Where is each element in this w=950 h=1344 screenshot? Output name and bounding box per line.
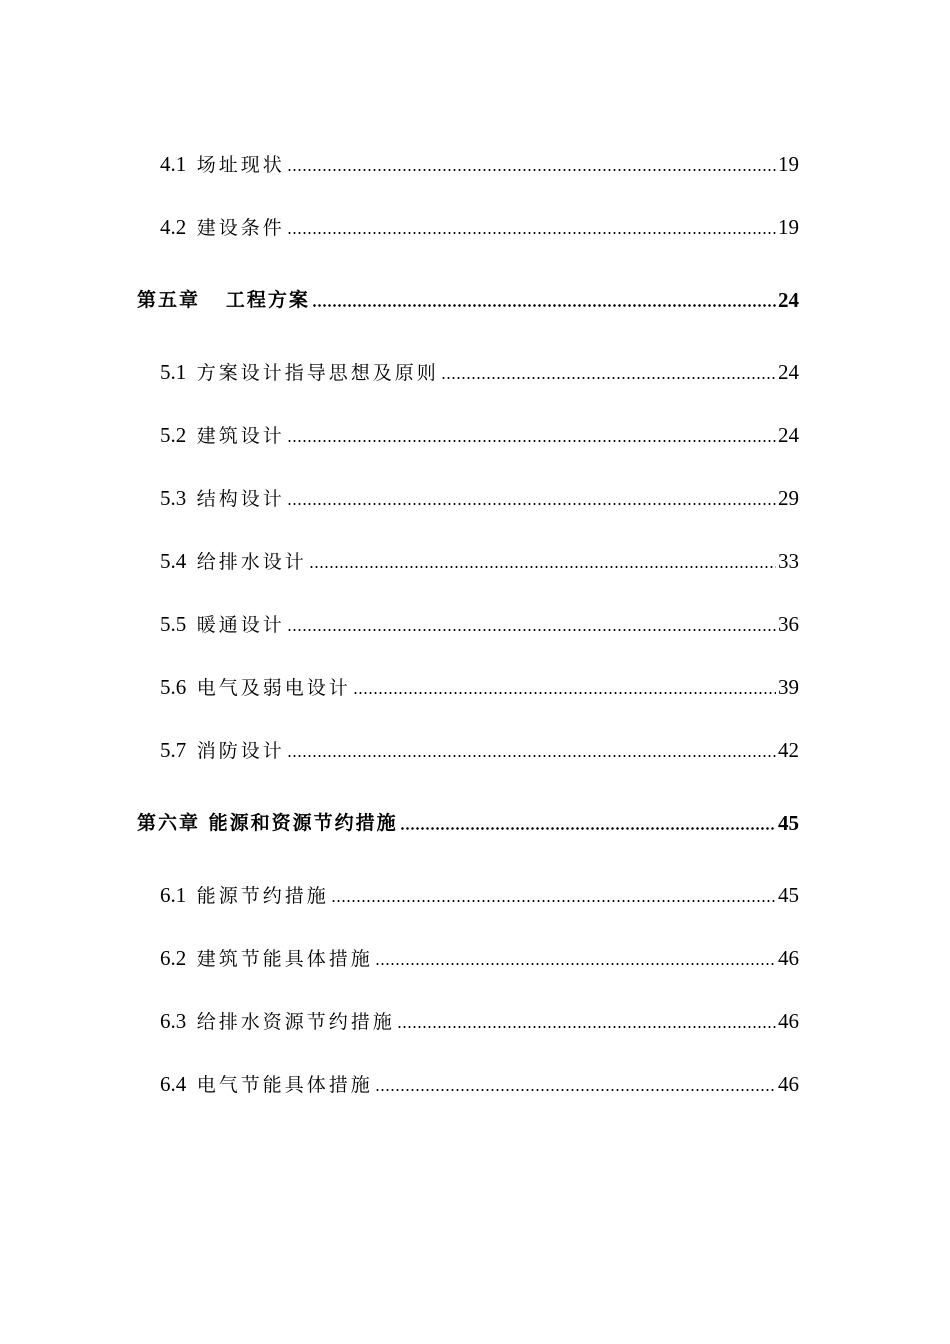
toc-entry-page: 19: [778, 215, 799, 239]
dot-leader: [287, 232, 776, 234]
toc-entry-page: 36: [778, 612, 799, 636]
toc-entry-title: 暖通设计: [196, 614, 285, 636]
toc-chapter-number: 第五章: [137, 289, 201, 311]
toc-entry-title: 场址现状: [196, 154, 285, 176]
toc-entry-title: 给排水资源节约措施: [196, 1011, 395, 1033]
toc-entry-page: 45: [778, 811, 799, 835]
toc-entry-number: 4.2: [160, 215, 187, 239]
toc-entry-title: 建筑节能具体措施: [196, 948, 373, 970]
toc-entry-page: 46: [778, 946, 799, 970]
toc-entry-4-2[interactable]: [0, 212, 950, 242]
dot-leader: [287, 440, 776, 442]
dot-leader: [287, 755, 776, 757]
toc-entry-number: 6.3: [160, 1009, 187, 1033]
toc-entry-page: 24: [778, 360, 799, 384]
dot-leader: [309, 566, 776, 568]
toc-entry-number: 6.2: [160, 946, 187, 970]
toc-entry-5-2[interactable]: [0, 420, 950, 450]
toc-entry-5-4[interactable]: [0, 546, 950, 576]
toc-entry-page: 46: [778, 1009, 799, 1033]
toc-entry-title: 电气及弱电设计: [196, 677, 351, 699]
toc-entry-title: 消防设计: [196, 740, 285, 762]
dot-leader: [353, 692, 776, 694]
toc-entry-5-1[interactable]: [0, 357, 950, 387]
toc-entry-page: 42: [778, 738, 799, 762]
toc-entry-number: 5.3: [160, 486, 187, 510]
toc-entry-number: 4.1: [160, 152, 187, 176]
toc-entry-6-1[interactable]: [0, 880, 950, 910]
toc-entry-5-5[interactable]: [0, 609, 950, 639]
toc-entry-page: 24: [778, 288, 799, 312]
toc-entry-number: 5.6: [160, 675, 187, 699]
dot-leader: [287, 503, 776, 505]
dot-leader: [331, 900, 776, 902]
toc-chapter-6[interactable]: [0, 808, 950, 838]
toc-chapter-number: 第六章: [137, 812, 201, 834]
toc-entry-title: 电气节能具体措施: [196, 1074, 373, 1096]
toc-entry-number: 5.7: [160, 738, 187, 762]
toc-entry-number: 5.4: [160, 549, 187, 573]
toc-entry-title: 方案设计指导思想及原则: [196, 362, 439, 384]
dot-leader: [441, 377, 776, 379]
toc-entry-page: 46: [778, 1072, 799, 1096]
toc-entry-page: 19: [778, 152, 799, 176]
toc-chapter-title: 工程方案: [225, 289, 310, 311]
toc-entry-number: 5.1: [160, 360, 187, 384]
toc-entry-title: 结构设计: [196, 488, 285, 510]
toc-chapter-title: 能源和资源节约措施: [208, 812, 398, 834]
toc-entry-6-4[interactable]: [0, 1069, 950, 1099]
dot-leader: [375, 963, 776, 965]
toc-entry-number: 6.1: [160, 883, 187, 907]
toc-entry-page: 45: [778, 883, 799, 907]
dot-leader: [400, 827, 776, 830]
dot-leader: [287, 629, 776, 631]
toc-entry-5-7[interactable]: [0, 735, 950, 765]
toc-entry-6-2[interactable]: [0, 943, 950, 973]
toc-entry-title: 建筑设计: [196, 425, 285, 447]
toc-entry-page: 39: [778, 675, 799, 699]
toc-entry-page: 33: [778, 549, 799, 573]
dot-leader: [375, 1089, 776, 1091]
toc-entry-number: 5.5: [160, 612, 187, 636]
toc-entry-6-3[interactable]: [0, 1006, 950, 1036]
dot-leader: [287, 169, 776, 171]
toc-entry-number: 5.2: [160, 423, 187, 447]
dot-leader: [397, 1026, 776, 1028]
dot-leader: [312, 304, 776, 307]
toc-entry-number: 6.4: [160, 1072, 187, 1096]
toc-entry-4-1[interactable]: [0, 149, 950, 179]
toc-entry-page: 29: [778, 486, 799, 510]
toc-entry-title: 建设条件: [196, 217, 285, 239]
toc-entry-5-3[interactable]: [0, 483, 950, 513]
toc-entry-title: 能源节约措施: [196, 885, 329, 907]
toc-chapter-5[interactable]: [0, 285, 950, 315]
toc-entry-title: 给排水设计: [196, 551, 307, 573]
toc-entry-5-6[interactable]: [0, 672, 950, 702]
toc-entry-page: 24: [778, 423, 799, 447]
